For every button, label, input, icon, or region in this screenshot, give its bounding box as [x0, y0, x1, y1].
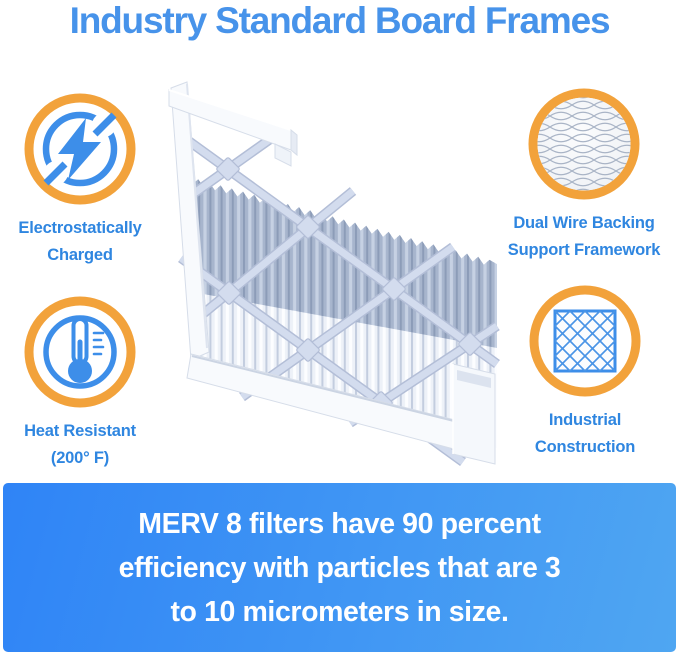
banner-line: to 10 micrometers in size.	[170, 595, 509, 628]
thermometer-icon	[24, 296, 136, 408]
feature-label: Dual Wire Backing Support Framework	[507, 214, 661, 259]
page-title: Industry Standard Board Frames	[69, 0, 610, 41]
diamond-lattice-icon	[529, 285, 641, 397]
feature-electrostatically-charged	[0, 93, 160, 269]
feature-label: Heat Resistant (200° F)	[24, 422, 136, 467]
wire-mesh-photo-icon	[528, 88, 640, 200]
feature-label: Industrial Construction	[534, 411, 636, 456]
lightning-bolt-icon	[24, 93, 136, 205]
air-filter-illustration	[163, 76, 503, 468]
feature-dual-wire-backing	[500, 88, 668, 264]
feature-industrial-construction	[505, 285, 665, 461]
feature-label: Electrostatically Charged	[18, 219, 142, 264]
banner-line: efficiency with particles that are 3	[118, 551, 561, 584]
feature-heat-resistant	[0, 296, 160, 472]
banner-line: MERV 8 filters have 90 percent	[138, 507, 541, 540]
merv-info-banner	[3, 483, 676, 652]
